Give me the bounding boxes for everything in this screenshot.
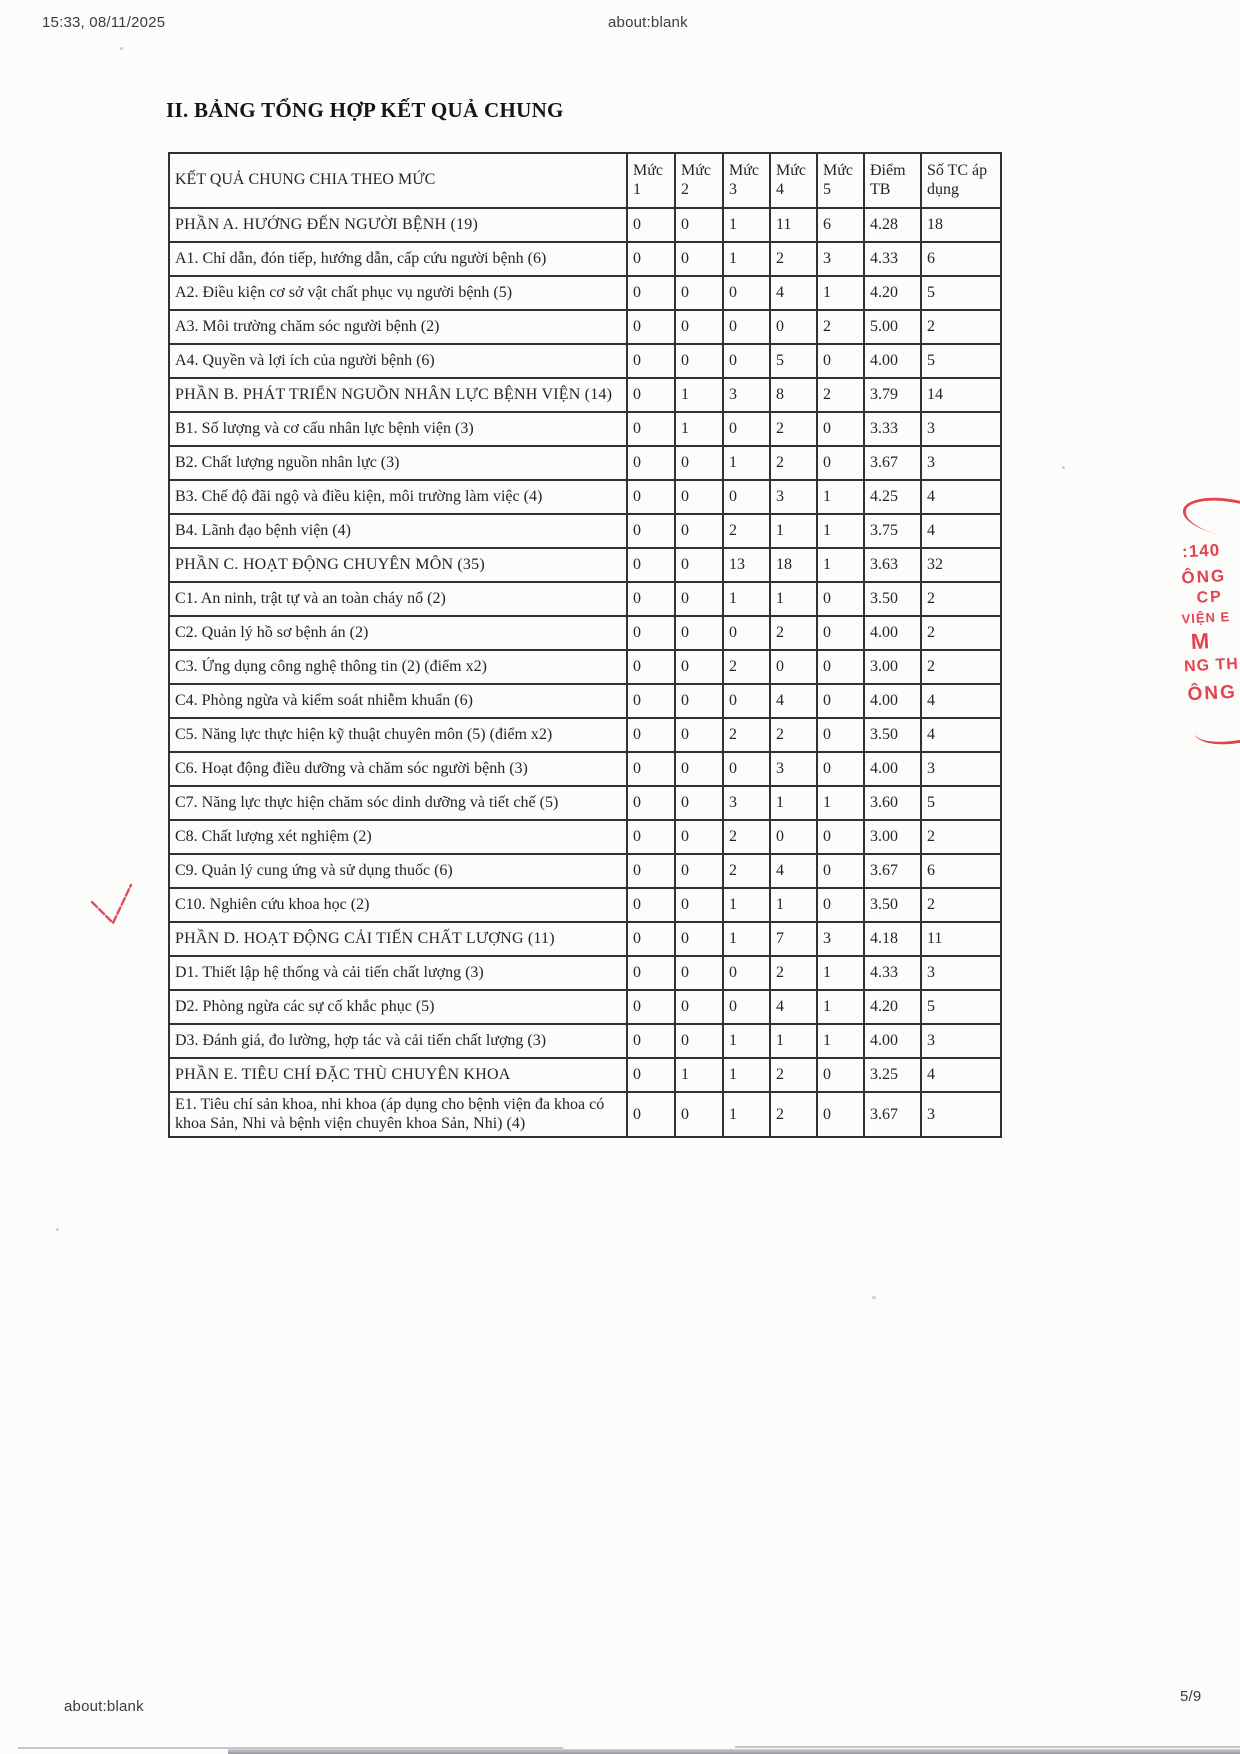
muc-1-value: 0 — [627, 752, 675, 786]
so-tc-value: 3 — [921, 752, 1001, 786]
muc-5-value: 0 — [817, 718, 864, 752]
muc-5-value: 1 — [817, 480, 864, 514]
row-label: C4. Phòng ngừa và kiểm soát nhiễm khuẩn (6) — [169, 684, 627, 718]
muc-4-value: 0 — [770, 820, 817, 854]
row-label: C7. Năng lực thực hiện chăm sóc dinh dưỡng và tiết chế (5) — [169, 786, 627, 820]
muc-5-value: 1 — [817, 786, 864, 820]
row-label: C1. An ninh, trật tự và an toàn cháy nổ (2) — [169, 582, 627, 616]
muc-3-value: 0 — [723, 752, 770, 786]
diem-tb-value: 4.00 — [864, 684, 921, 718]
diem-tb-value: 3.33 — [864, 412, 921, 446]
table-row — [169, 684, 1001, 718]
muc-4-value: 0 — [770, 310, 817, 344]
muc-4-value: 2 — [770, 412, 817, 446]
muc-5-value: 0 — [817, 820, 864, 854]
muc-2-value: 0 — [675, 820, 723, 854]
muc-4-value: 1 — [770, 582, 817, 616]
scan-speck — [120, 47, 123, 50]
table-row — [169, 888, 1001, 922]
so-tc-value: 2 — [921, 820, 1001, 854]
table-row — [169, 412, 1001, 446]
muc-5-value: 1 — [817, 514, 864, 548]
diem-tb-value: 4.00 — [864, 752, 921, 786]
diem-tb-value: 4.18 — [864, 922, 921, 956]
diem-tb-value: 3.60 — [864, 786, 921, 820]
row-label: C3. Ứng dụng công nghệ thông tin (2) (điểm x2) — [169, 650, 627, 684]
scan-speck — [56, 1228, 59, 1231]
diem-tb-value: 3.67 — [864, 446, 921, 480]
muc-3-value: 0 — [723, 616, 770, 650]
stamp-text-fragment: NG TH — [1183, 655, 1240, 676]
so-tc-value: 4 — [921, 718, 1001, 752]
table-row — [169, 310, 1001, 344]
muc-4-value: 4 — [770, 276, 817, 310]
muc-2-value: 0 — [675, 718, 723, 752]
muc-2-value: 0 — [675, 854, 723, 888]
row-label: A2. Điều kiện cơ sở vật chất phục vụ người bệnh (5) — [169, 276, 627, 310]
row-label: C8. Chất lượng xét nghiệm (2) — [169, 820, 627, 854]
muc-2-value: 0 — [675, 242, 723, 276]
muc-2-value: 0 — [675, 752, 723, 786]
so-tc-value: 4 — [921, 514, 1001, 548]
muc-5-value: 2 — [817, 310, 864, 344]
so-tc-value: 3 — [921, 446, 1001, 480]
muc-1-value: 0 — [627, 922, 675, 956]
table-row — [169, 616, 1001, 650]
muc-2-value: 0 — [675, 276, 723, 310]
muc-2-value: 0 — [675, 922, 723, 956]
so-tc-value: 4 — [921, 480, 1001, 514]
muc-3-value: 2 — [723, 650, 770, 684]
muc-1-value: 0 — [627, 514, 675, 548]
row-label: PHẦN A. HƯỚNG ĐẾN NGƯỜI BỆNH (19) — [169, 208, 627, 242]
muc-5-value: 0 — [817, 582, 864, 616]
diem-tb-value: 3.63 — [864, 548, 921, 582]
muc-1-value: 0 — [627, 1058, 675, 1092]
muc-1-value: 0 — [627, 1092, 675, 1137]
so-tc-value: 5 — [921, 990, 1001, 1024]
muc-4-value: 2 — [770, 718, 817, 752]
diem-tb-value: 3.75 — [864, 514, 921, 548]
so-tc-value: 5 — [921, 344, 1001, 378]
muc-5-value: 0 — [817, 1092, 864, 1137]
muc-4-value: 0 — [770, 650, 817, 684]
muc-1-value: 0 — [627, 378, 675, 412]
muc-5-value: 1 — [817, 1024, 864, 1058]
muc-4-value: 4 — [770, 854, 817, 888]
diem-tb-value: 5.00 — [864, 310, 921, 344]
muc-3-value: 2 — [723, 514, 770, 548]
row-label: D3. Đánh giá, đo lường, hợp tác và cải tiến chất lượng (3) — [169, 1024, 627, 1058]
muc-5-value: 0 — [817, 616, 864, 650]
muc-4-value: 1 — [770, 514, 817, 548]
table-row — [169, 752, 1001, 786]
table-row — [169, 1024, 1001, 1058]
muc-5-value: 0 — [817, 412, 864, 446]
table-row — [169, 956, 1001, 990]
muc-2-value: 0 — [675, 310, 723, 344]
muc-3-value: 1 — [723, 242, 770, 276]
muc-2-value: 1 — [675, 378, 723, 412]
muc-4-value: 2 — [770, 956, 817, 990]
muc-4-value: 3 — [770, 480, 817, 514]
muc-4-value: 2 — [770, 1058, 817, 1092]
row-label: B4. Lãnh đạo bệnh viện (4) — [169, 514, 627, 548]
row-label: A4. Quyền và lợi ích của người bệnh (6) — [169, 344, 627, 378]
muc-4-value: 5 — [770, 344, 817, 378]
muc-3-value: 0 — [723, 480, 770, 514]
stamp-text-fragment: :140 — [1181, 540, 1221, 562]
diem-tb-value: 4.28 — [864, 208, 921, 242]
muc-5-value: 0 — [817, 344, 864, 378]
so-tc-value: 3 — [921, 1092, 1001, 1137]
row-label: B2. Chất lượng nguồn nhân lực (3) — [169, 446, 627, 480]
stamp-text-fragment: VIỆN E — [1181, 608, 1231, 627]
row-label: C2. Quản lý hồ sơ bệnh án (2) — [169, 616, 627, 650]
row-label: A3. Môi trường chăm sóc người bệnh (2) — [169, 310, 627, 344]
so-tc-value: 32 — [921, 548, 1001, 582]
table-row — [169, 786, 1001, 820]
row-label: E1. Tiêu chí sản khoa, nhi khoa (áp dụng cho bệnh viện đa khoa có khoa Sản, Nhi và bệnh viện chuyên khoa Sản, Nhi) (4) — [169, 1092, 627, 1137]
muc-5-value: 1 — [817, 990, 864, 1024]
muc-2-value: 0 — [675, 616, 723, 650]
section-row — [169, 208, 1001, 242]
diem-tb-value: 4.20 — [864, 990, 921, 1024]
muc-4-value: 4 — [770, 684, 817, 718]
muc-3-value: 0 — [723, 990, 770, 1024]
muc-4-value: 2 — [770, 616, 817, 650]
muc-3-value: 3 — [723, 378, 770, 412]
red-checkmark-annotation — [84, 876, 140, 934]
muc-3-value: 1 — [723, 922, 770, 956]
results-summary-table — [168, 152, 1002, 1138]
diem-tb-value: 4.33 — [864, 242, 921, 276]
muc-5-value: 0 — [817, 1058, 864, 1092]
muc-3-value: 3 — [723, 786, 770, 820]
muc-3-value: 2 — [723, 718, 770, 752]
muc-1-value: 0 — [627, 820, 675, 854]
column-header-1: Mức 1 — [627, 153, 675, 208]
column-header-6: Điểm TB — [864, 153, 921, 208]
muc-1-value: 0 — [627, 582, 675, 616]
so-tc-value: 2 — [921, 888, 1001, 922]
muc-4-value: 3 — [770, 752, 817, 786]
column-header-5: Mức 5 — [817, 153, 864, 208]
muc-1-value: 0 — [627, 718, 675, 752]
muc-3-value: 1 — [723, 1092, 770, 1137]
table-row — [169, 276, 1001, 310]
muc-1-value: 0 — [627, 276, 675, 310]
table-row — [169, 854, 1001, 888]
muc-2-value: 0 — [675, 548, 723, 582]
table-row — [169, 446, 1001, 480]
muc-3-value: 0 — [723, 310, 770, 344]
table-row — [169, 820, 1001, 854]
diem-tb-value: 4.20 — [864, 276, 921, 310]
muc-5-value: 0 — [817, 854, 864, 888]
so-tc-value: 18 — [921, 208, 1001, 242]
so-tc-value: 3 — [921, 956, 1001, 990]
section-row — [169, 922, 1001, 956]
row-label: C5. Năng lực thực hiện kỹ thuật chuyên môn (5) (điểm x2) — [169, 718, 627, 752]
print-timestamp: 15:33, 08/11/2025 — [42, 14, 166, 31]
muc-5-value: 3 — [817, 922, 864, 956]
table-body — [169, 208, 1001, 1137]
muc-4-value: 18 — [770, 548, 817, 582]
stamp-text-fragment: ÔNG — [1181, 566, 1227, 588]
table-row — [169, 480, 1001, 514]
diem-tb-value: 3.79 — [864, 378, 921, 412]
table-row — [169, 990, 1001, 1024]
so-tc-value: 3 — [921, 412, 1001, 446]
muc-5-value: 0 — [817, 446, 864, 480]
diem-tb-value: 3.67 — [864, 854, 921, 888]
muc-3-value: 0 — [723, 956, 770, 990]
column-header-4: Mức 4 — [770, 153, 817, 208]
row-label: B1. Số lượng và cơ cấu nhân lực bệnh viện (3) — [169, 412, 627, 446]
row-label: D2. Phòng ngừa các sự cố khắc phục (5) — [169, 990, 627, 1024]
muc-1-value: 0 — [627, 548, 675, 582]
muc-1-value: 0 — [627, 990, 675, 1024]
row-label: C10. Nghiên cứu khoa học (2) — [169, 888, 627, 922]
muc-4-value: 2 — [770, 446, 817, 480]
muc-1-value: 0 — [627, 208, 675, 242]
muc-2-value: 0 — [675, 888, 723, 922]
table-row — [169, 344, 1001, 378]
muc-2-value: 0 — [675, 208, 723, 242]
row-label: A1. Chỉ dẫn, đón tiếp, hướng dẫn, cấp cứu người bệnh (6) — [169, 242, 627, 276]
diem-tb-value: 3.25 — [864, 1058, 921, 1092]
muc-2-value: 0 — [675, 514, 723, 548]
red-stamp-partial — [1175, 499, 1240, 752]
muc-2-value: 0 — [675, 990, 723, 1024]
muc-2-value: 0 — [675, 446, 723, 480]
so-tc-value: 11 — [921, 922, 1001, 956]
muc-5-value: 3 — [817, 242, 864, 276]
muc-1-value: 0 — [627, 888, 675, 922]
muc-3-value: 2 — [723, 820, 770, 854]
diem-tb-value: 4.00 — [864, 344, 921, 378]
page-number: 5/9 — [1180, 1688, 1202, 1705]
muc-4-value: 11 — [770, 208, 817, 242]
scan-speck — [1062, 466, 1065, 469]
so-tc-value: 2 — [921, 310, 1001, 344]
muc-2-value: 0 — [675, 956, 723, 990]
so-tc-value: 6 — [921, 854, 1001, 888]
muc-4-value: 1 — [770, 786, 817, 820]
column-header-3: Mức 3 — [723, 153, 770, 208]
diem-tb-value: 4.25 — [864, 480, 921, 514]
muc-1-value: 0 — [627, 344, 675, 378]
muc-2-value: 0 — [675, 650, 723, 684]
muc-1-value: 0 — [627, 956, 675, 990]
column-header-0: KẾT QUẢ CHUNG CHIA THEO MỨC — [169, 153, 627, 208]
diem-tb-value: 4.33 — [864, 956, 921, 990]
muc-3-value: 13 — [723, 548, 770, 582]
stamp-fragments — [1178, 540, 1240, 707]
muc-1-value: 0 — [627, 446, 675, 480]
stamp-text-fragment: CP — [1196, 588, 1224, 607]
muc-3-value: 1 — [723, 582, 770, 616]
print-header-url: about:blank — [608, 14, 688, 31]
so-tc-value: 2 — [921, 582, 1001, 616]
section-row — [169, 548, 1001, 582]
row-label: PHẦN B. PHÁT TRIỂN NGUỒN NHÂN LỰC BỆNH VIỆN (14) — [169, 378, 627, 412]
muc-3-value: 0 — [723, 412, 770, 446]
diem-tb-value: 3.00 — [864, 650, 921, 684]
muc-3-value: 0 — [723, 344, 770, 378]
muc-4-value: 4 — [770, 990, 817, 1024]
muc-4-value: 1 — [770, 888, 817, 922]
muc-2-value: 0 — [675, 582, 723, 616]
so-tc-value: 6 — [921, 242, 1001, 276]
table-row — [169, 242, 1001, 276]
muc-3-value: 1 — [723, 208, 770, 242]
scanner-artifact-line — [735, 1746, 1240, 1748]
muc-1-value: 0 — [627, 480, 675, 514]
muc-2-value: 0 — [675, 1024, 723, 1058]
muc-5-value: 0 — [817, 752, 864, 786]
muc-1-value: 0 — [627, 310, 675, 344]
muc-2-value: 0 — [675, 344, 723, 378]
muc-4-value: 8 — [770, 378, 817, 412]
so-tc-value: 2 — [921, 616, 1001, 650]
so-tc-value: 3 — [921, 1024, 1001, 1058]
diem-tb-value: 3.50 — [864, 582, 921, 616]
muc-1-value: 0 — [627, 412, 675, 446]
table-row — [169, 718, 1001, 752]
muc-5-value: 1 — [817, 956, 864, 990]
muc-1-value: 0 — [627, 684, 675, 718]
so-tc-value: 5 — [921, 786, 1001, 820]
so-tc-value: 4 — [921, 1058, 1001, 1092]
so-tc-value: 5 — [921, 276, 1001, 310]
table-row — [169, 1092, 1001, 1137]
so-tc-value: 14 — [921, 378, 1001, 412]
muc-3-value: 2 — [723, 854, 770, 888]
muc-2-value: 0 — [675, 480, 723, 514]
diem-tb-value: 3.67 — [864, 1092, 921, 1137]
muc-5-value: 2 — [817, 378, 864, 412]
muc-1-value: 0 — [627, 650, 675, 684]
muc-5-value: 0 — [817, 650, 864, 684]
diem-tb-value: 3.50 — [864, 888, 921, 922]
page-title: II. BẢNG TỔNG HỢP KẾT QUẢ CHUNG — [166, 98, 564, 122]
section-row — [169, 378, 1001, 412]
muc-4-value: 1 — [770, 1024, 817, 1058]
row-label: PHẦN E. TIÊU CHÍ ĐẶC THÙ CHUYÊN KHOA — [169, 1058, 627, 1092]
muc-5-value: 1 — [817, 276, 864, 310]
table-row — [169, 650, 1001, 684]
muc-1-value: 0 — [627, 242, 675, 276]
table-header-row — [169, 153, 1001, 208]
muc-3-value: 1 — [723, 446, 770, 480]
muc-4-value: 7 — [770, 922, 817, 956]
muc-2-value: 1 — [675, 412, 723, 446]
table-row — [169, 582, 1001, 616]
muc-3-value: 0 — [723, 684, 770, 718]
row-label: D1. Thiết lập hệ thống và cải tiến chất lượng (3) — [169, 956, 627, 990]
muc-4-value: 2 — [770, 242, 817, 276]
column-header-2: Mức 2 — [675, 153, 723, 208]
column-header-7: Số TC áp dụng — [921, 153, 1001, 208]
print-footer-url: about:blank — [64, 1698, 144, 1715]
muc-1-value: 0 — [627, 786, 675, 820]
muc-1-value: 0 — [627, 854, 675, 888]
muc-4-value: 2 — [770, 1092, 817, 1137]
table-row — [169, 514, 1001, 548]
muc-2-value: 0 — [675, 684, 723, 718]
row-label: PHẦN C. HOẠT ĐỘNG CHUYÊN MÔN (35) — [169, 548, 627, 582]
muc-3-value: 1 — [723, 1024, 770, 1058]
stamp-text-fragment: ÔNG — [1187, 681, 1238, 706]
row-label: C6. Hoạt động điều dưỡng và chăm sóc người bệnh (3) — [169, 752, 627, 786]
diem-tb-value: 3.50 — [864, 718, 921, 752]
table-header-row — [169, 153, 1001, 208]
diem-tb-value: 4.00 — [864, 1024, 921, 1058]
muc-5-value: 0 — [817, 888, 864, 922]
scan-speck — [872, 1296, 876, 1299]
muc-3-value: 1 — [723, 1058, 770, 1092]
stamp-text-fragment: M — [1190, 628, 1210, 655]
muc-5-value: 6 — [817, 208, 864, 242]
row-label: C9. Quản lý cung ứng và sử dụng thuốc (6) — [169, 854, 627, 888]
muc-1-value: 0 — [627, 1024, 675, 1058]
row-label: B3. Chế độ đãi ngộ và điều kiện, môi trường làm việc (4) — [169, 480, 627, 514]
so-tc-value: 2 — [921, 650, 1001, 684]
so-tc-value: 4 — [921, 684, 1001, 718]
muc-3-value: 1 — [723, 888, 770, 922]
section-row — [169, 1058, 1001, 1092]
muc-2-value: 0 — [675, 786, 723, 820]
muc-5-value: 0 — [817, 684, 864, 718]
diem-tb-value: 4.00 — [864, 616, 921, 650]
diem-tb-value: 3.00 — [864, 820, 921, 854]
muc-1-value: 0 — [627, 616, 675, 650]
muc-2-value: 0 — [675, 1092, 723, 1137]
muc-3-value: 0 — [723, 276, 770, 310]
muc-2-value: 1 — [675, 1058, 723, 1092]
row-label: PHẦN D. HOẠT ĐỘNG CẢI TIẾN CHẤT LƯỢNG (11) — [169, 922, 627, 956]
muc-5-value: 1 — [817, 548, 864, 582]
stamp-arc-top — [1180, 492, 1240, 543]
scanner-artifact-bar — [228, 1749, 1240, 1754]
